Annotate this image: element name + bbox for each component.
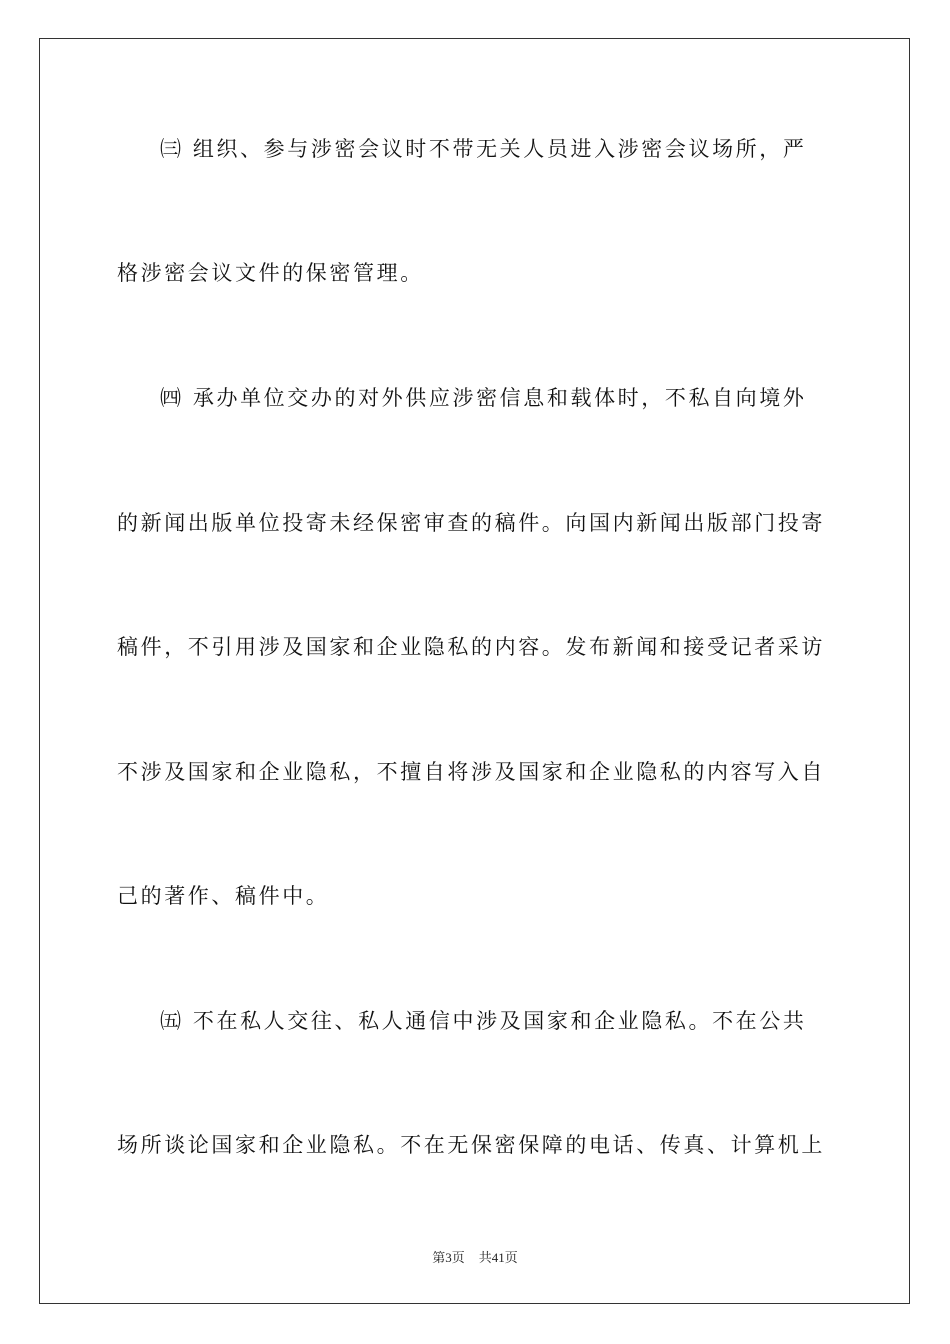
page-number: 第3页 — [432, 1250, 465, 1265]
paragraph-line: 稿件，不引用涉及国家和企业隐私的内容。发布新闻和接受记者采访 — [117, 635, 825, 659]
paragraph-line: ㈤ 不在私人交往、私人通信中涉及国家和企业隐私。不在公共 — [160, 1009, 807, 1033]
paragraph-line: 格涉密会议文件的保密管理。 — [117, 261, 424, 285]
paragraph-line: 己的著作、稿件中。 — [117, 884, 330, 908]
paragraph-line: 场所谈论国家和企业隐私。不在无保密保障的电话、传真、计算机上 — [117, 1133, 825, 1157]
paragraph-line: ㈢ 组织、参与涉密会议时不带无关人员进入涉密会议场所，严 — [160, 137, 807, 161]
paragraph-line: 的新闻出版单位投寄未经保密审查的稿件。向国内新闻出版部门投寄 — [117, 511, 825, 535]
page-border — [39, 38, 910, 1304]
page-footer — [0, 1247, 950, 1266]
paragraph-line: ㈣ 承办单位交办的对外供应涉密信息和载体时，不私自向境外 — [160, 386, 807, 410]
paragraph-line: 不涉及国家和企业隐私，不擅自将涉及国家和企业隐私的内容写入自 — [117, 760, 825, 784]
page-total: 共41页 — [478, 1250, 518, 1265]
